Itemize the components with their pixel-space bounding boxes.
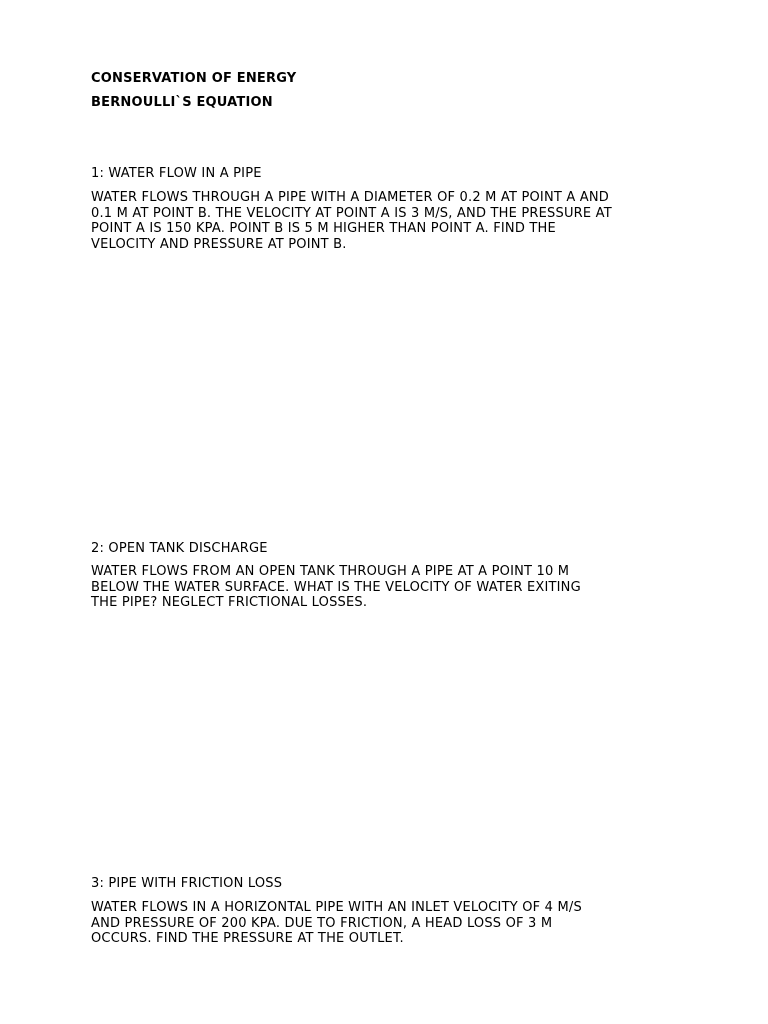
problem-2-line-2: BELOW THE WATER SURFACE. WHAT IS THE VELOCITY OF WATER EXITING <box>91 579 581 595</box>
problem-1-text <box>91 190 691 252</box>
document-subtitle: BERNOULLI`S EQUATION <box>91 95 273 110</box>
document-title: CONSERVATION OF ENERGY <box>91 71 297 86</box>
problem-2-text <box>91 564 691 611</box>
problem-3-title: 3: PIPE WITH FRICTION LOSS <box>91 876 283 891</box>
problem-3-line-3: OCCURS. FIND THE PRESSURE AT THE OUTLET. <box>91 931 404 946</box>
problem-1-title: 1: WATER FLOW IN A PIPE <box>91 166 262 181</box>
problem-1-line-1: WATER FLOWS THROUGH A PIPE WITH A DIAMETER OF 0.2 M AT POINT A AND <box>91 190 609 205</box>
problem-2-line-1: WATER FLOWS FROM AN OPEN TANK THROUGH A PIPE AT A POINT 10 M <box>91 564 570 579</box>
problem-2-title: 2: OPEN TANK DISCHARGE <box>91 541 268 556</box>
problem-3-line-2: AND PRESSURE OF 200 KPA. DUE TO FRICTION, A HEAD LOSS OF 3 M <box>91 915 553 931</box>
problem-3-line-1: WATER FLOWS IN A HORIZONTAL PIPE WITH AN INLET VELOCITY OF 4 M/S <box>91 900 582 915</box>
problem-1-line-2: 0.1 M AT POINT B. THE VELOCITY AT POINT A IS 3 M/S, AND THE PRESSURE AT <box>91 205 612 221</box>
problem-1-line-3: POINT A IS 150 KPA. POINT B IS 5 M HIGHER THAN POINT A. FIND THE <box>91 221 556 236</box>
problem-2-line-3: THE PIPE? NEGLECT FRICTIONAL LOSSES. <box>91 595 368 610</box>
problem-3-text <box>91 900 691 947</box>
problem-1-line-4: VELOCITY AND PRESSURE AT POINT B. <box>91 236 347 252</box>
